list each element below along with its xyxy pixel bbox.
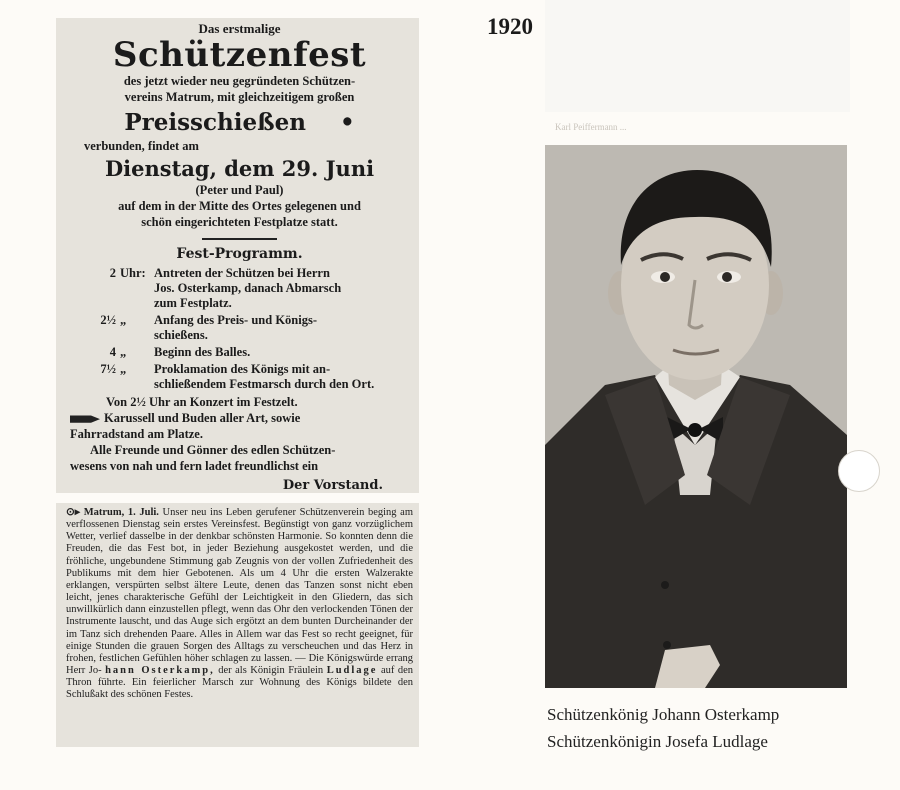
- program-text: [154, 345, 409, 360]
- announcement-date-note: (Peter und Paul): [195, 183, 284, 197]
- report-queen-name: Ludlage: [326, 665, 378, 677]
- program-line: schließendem Festmarsch durch den Ort.: [154, 377, 375, 391]
- report-clipping: [56, 503, 419, 747]
- program-time: 2½: [100, 313, 116, 327]
- program-time: 4: [109, 345, 116, 359]
- announcement-date: Dienstag, dem 29. Juni: [104, 156, 375, 181]
- program-item: [70, 345, 409, 360]
- invite-line-1: Alle Freunde und Gönner des edlen Schützen-: [90, 443, 336, 457]
- announcement-subtitle: [70, 107, 409, 139]
- program-unit: „: [120, 313, 127, 327]
- bullet-mark: •: [339, 109, 355, 136]
- program-item: [70, 266, 409, 311]
- announcement-subtitle-text: Preisschießen: [124, 109, 306, 136]
- program-line: schießens.: [154, 328, 208, 342]
- report-icon: ⊙▸: [66, 507, 84, 518]
- program-line: Anfang des Preis- und Königs-: [154, 313, 317, 327]
- portrait-illustration: [545, 145, 847, 688]
- program-line: zum Festplatz.: [154, 296, 232, 310]
- program-text: [154, 362, 409, 392]
- fair-line-2: Fahrradstand am Platze.: [70, 427, 203, 441]
- fair-text: Karussell und Buden aller Art, sowie: [104, 411, 301, 425]
- fair-line-1: [70, 410, 409, 426]
- program-line: Antreten der Schützen bei Herrn: [154, 266, 330, 280]
- portrait-photo: [545, 145, 847, 688]
- announcement-intro-line-2: vereins Matrum, mit gleichzeitigem großen: [124, 90, 355, 104]
- report-place: Matrum,: [83, 507, 125, 518]
- faint-bleed-through-text: Karl Peiffermann ...: [555, 122, 627, 132]
- announcement-intro-line-1: des jetzt wieder neu gegründeten Schützen-: [123, 74, 356, 88]
- concert-line: Von 2½ Uhr an Konzert im Festzelt.: [106, 395, 298, 409]
- announcement-title: Schützenfest: [112, 35, 367, 75]
- program-item: [70, 362, 409, 392]
- announcement-location-line-1: auf dem in der Mitte des Ortes gelegenen und: [118, 199, 361, 213]
- report-body-2: der als Königin Fräulein: [218, 665, 324, 677]
- program-text: [154, 313, 409, 343]
- report-body-1: Unser neu ins Leben gerufener Schützenverein beging am verflossenen Dienstag sein erstes Vereinsfest. Begünstigt von ganz vorzüglichem Wetter, verlief dasselbe in der denkbar schönsten Harmonie. So konnten denn die Freuden, die das Fest bot, in jeder Beziehung ausgekostet werden, und die fröhliche, ungebundene Stimmung gab Zeugnis von der vollen Zufriedenheit des Publikums mit dem hier Gebotenen. Als um 4 Uhr die ersten Walzerakte erklangen, verspürten selbst ältere Leute, denen das Tanzen sonst nicht eben leicht, jenes charakterische Gefühl der Leichtigkeit in den Gliedern, das sich unwillkürlich dann einzustellen pflegt, wenn das Ohr den verlockenden Tönen der Instrumente lauscht, und das Auge sich ergötzt an dem bunten Durcheinander der im Tanz sich drehenden Paare. Alles in Allem war das Fest so recht geeignet, für einige Stunden die grauen Sorgen des Alltags zu verscheuchen und das Herz in frohen, festlichen Gefühlen höher schlagen zu lassen. — Die Königswürde errang Herr Jo-: [66, 507, 413, 677]
- divider: [202, 238, 277, 240]
- signature: Der Vorstand.: [282, 478, 383, 493]
- program-item: [70, 313, 409, 343]
- report-date: 1. Juli.: [127, 507, 159, 518]
- announcement-connector: verbunden, findet am: [84, 139, 199, 153]
- program-time: 7½: [100, 362, 116, 376]
- program-unit: „: [120, 345, 127, 359]
- announcement-clipping: [56, 18, 419, 493]
- pointing-hand-icon: [70, 413, 100, 425]
- program-line: Beginn des Balles.: [154, 345, 251, 359]
- caption-king: Schützenkönig Johann Osterkamp: [547, 705, 780, 724]
- page-year: 1920: [487, 14, 533, 39]
- program-unit: „: [120, 362, 127, 376]
- program-line: Jos. Osterkamp, danach Abmarsch: [154, 281, 342, 295]
- report-king-name: hann Osterkamp,: [105, 665, 215, 677]
- caption-queen: Schützenkönigin Josefa Ludlage: [547, 732, 768, 751]
- program-heading: Fest-Programm.: [176, 246, 303, 262]
- program-unit: Uhr:: [120, 266, 146, 280]
- program-line: Proklamation des Königs mit an-: [154, 362, 331, 376]
- program-text: [154, 266, 409, 311]
- faint-background-strip: [545, 0, 850, 112]
- program-time: 2: [109, 266, 116, 280]
- announcement-pretitle: Das erstmalige: [198, 21, 281, 36]
- invite-line-2: wesens von nah und fern ladet freundlichst ein: [70, 459, 319, 473]
- announcement-location-line-2: schön eingerichteten Festplatze statt.: [141, 215, 338, 229]
- report-body-3: auf den Thron führte. Ein feierlicher Marsch zur Wohnung des Königs bildete den Schlußakt des schönen Festes.: [66, 665, 414, 701]
- punch-hole: [838, 450, 880, 492]
